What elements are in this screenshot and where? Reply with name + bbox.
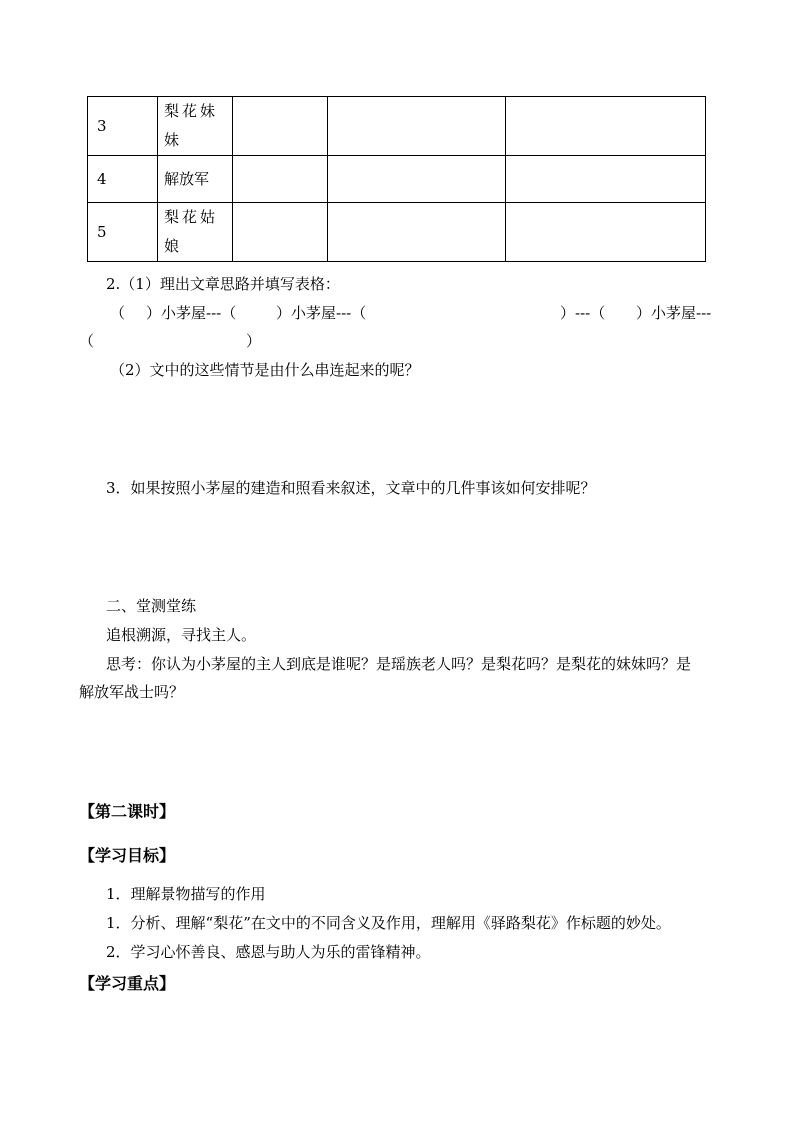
section-2-title: 二、堂测堂练 <box>106 597 197 615</box>
row-number: 3 <box>88 97 158 156</box>
learning-focus-heading: 【学习重点】 <box>79 974 176 993</box>
blank-cell <box>328 97 506 156</box>
blank-cell <box>233 156 328 203</box>
goal-item: 2．学习心怀善良、感恩与助人为乐的雷锋精神。 <box>106 943 431 961</box>
table-row <box>88 203 706 262</box>
row-number: 4 <box>88 156 158 203</box>
blank-cell <box>233 203 328 262</box>
blank-cell <box>506 203 706 262</box>
character-name: 梨花妹妹 <box>158 97 233 156</box>
character-name: 解放军 <box>158 156 233 203</box>
question-2-part-2: （2）文中的这些情节是由什么串连起来的呢？ <box>110 361 420 379</box>
blank-cell <box>328 203 506 262</box>
question-3: 3．如果按照小茅屋的建造和照看来叙述，文章中的几件事该如何安排呢？ <box>106 479 596 497</box>
section-2-line-2: 思考：你认为小茅屋的主人到底是谁呢？是瑶族老人吗？是梨花吗？是梨花的妹妹吗？是 <box>106 655 692 673</box>
table-row <box>88 97 706 156</box>
row-number: 5 <box>88 203 158 262</box>
goal-item: 1．分析、理解“梨花”在文中的不同含义及作用，理解用《驿路梨花》作标题的妙处。 <box>106 914 671 932</box>
question-2-part-1: 2.（1）理出文章思路并填写表格： <box>106 275 340 293</box>
chain-fragment: ）---（ <box>560 304 606 322</box>
chain-fragment: ） <box>246 332 262 350</box>
learning-goals-heading: 【学习目标】 <box>79 846 176 865</box>
blank-cell <box>506 156 706 203</box>
chain-fragment: ）小茅屋--- <box>636 304 712 322</box>
character-name: 梨花姑娘 <box>158 203 233 262</box>
chain-fragment: （ <box>110 304 126 322</box>
section-2-line-3: 解放军战士吗？ <box>79 683 185 701</box>
chain-fragment: ）小茅屋---（ <box>276 304 367 322</box>
table-row <box>88 156 706 203</box>
lesson-2-heading: 【第二课时】 <box>79 802 176 821</box>
chain-fragment: ）小茅屋---（ <box>146 304 237 322</box>
section-2-line-1: 追根溯源，寻找主人。 <box>106 626 257 644</box>
blank-cell <box>233 97 328 156</box>
blank-cell <box>506 97 706 156</box>
chain-fragment: （ <box>79 332 95 350</box>
goal-item: 1．理解景物描写的作用 <box>106 885 266 903</box>
character-table <box>87 96 706 262</box>
blank-cell <box>328 156 506 203</box>
